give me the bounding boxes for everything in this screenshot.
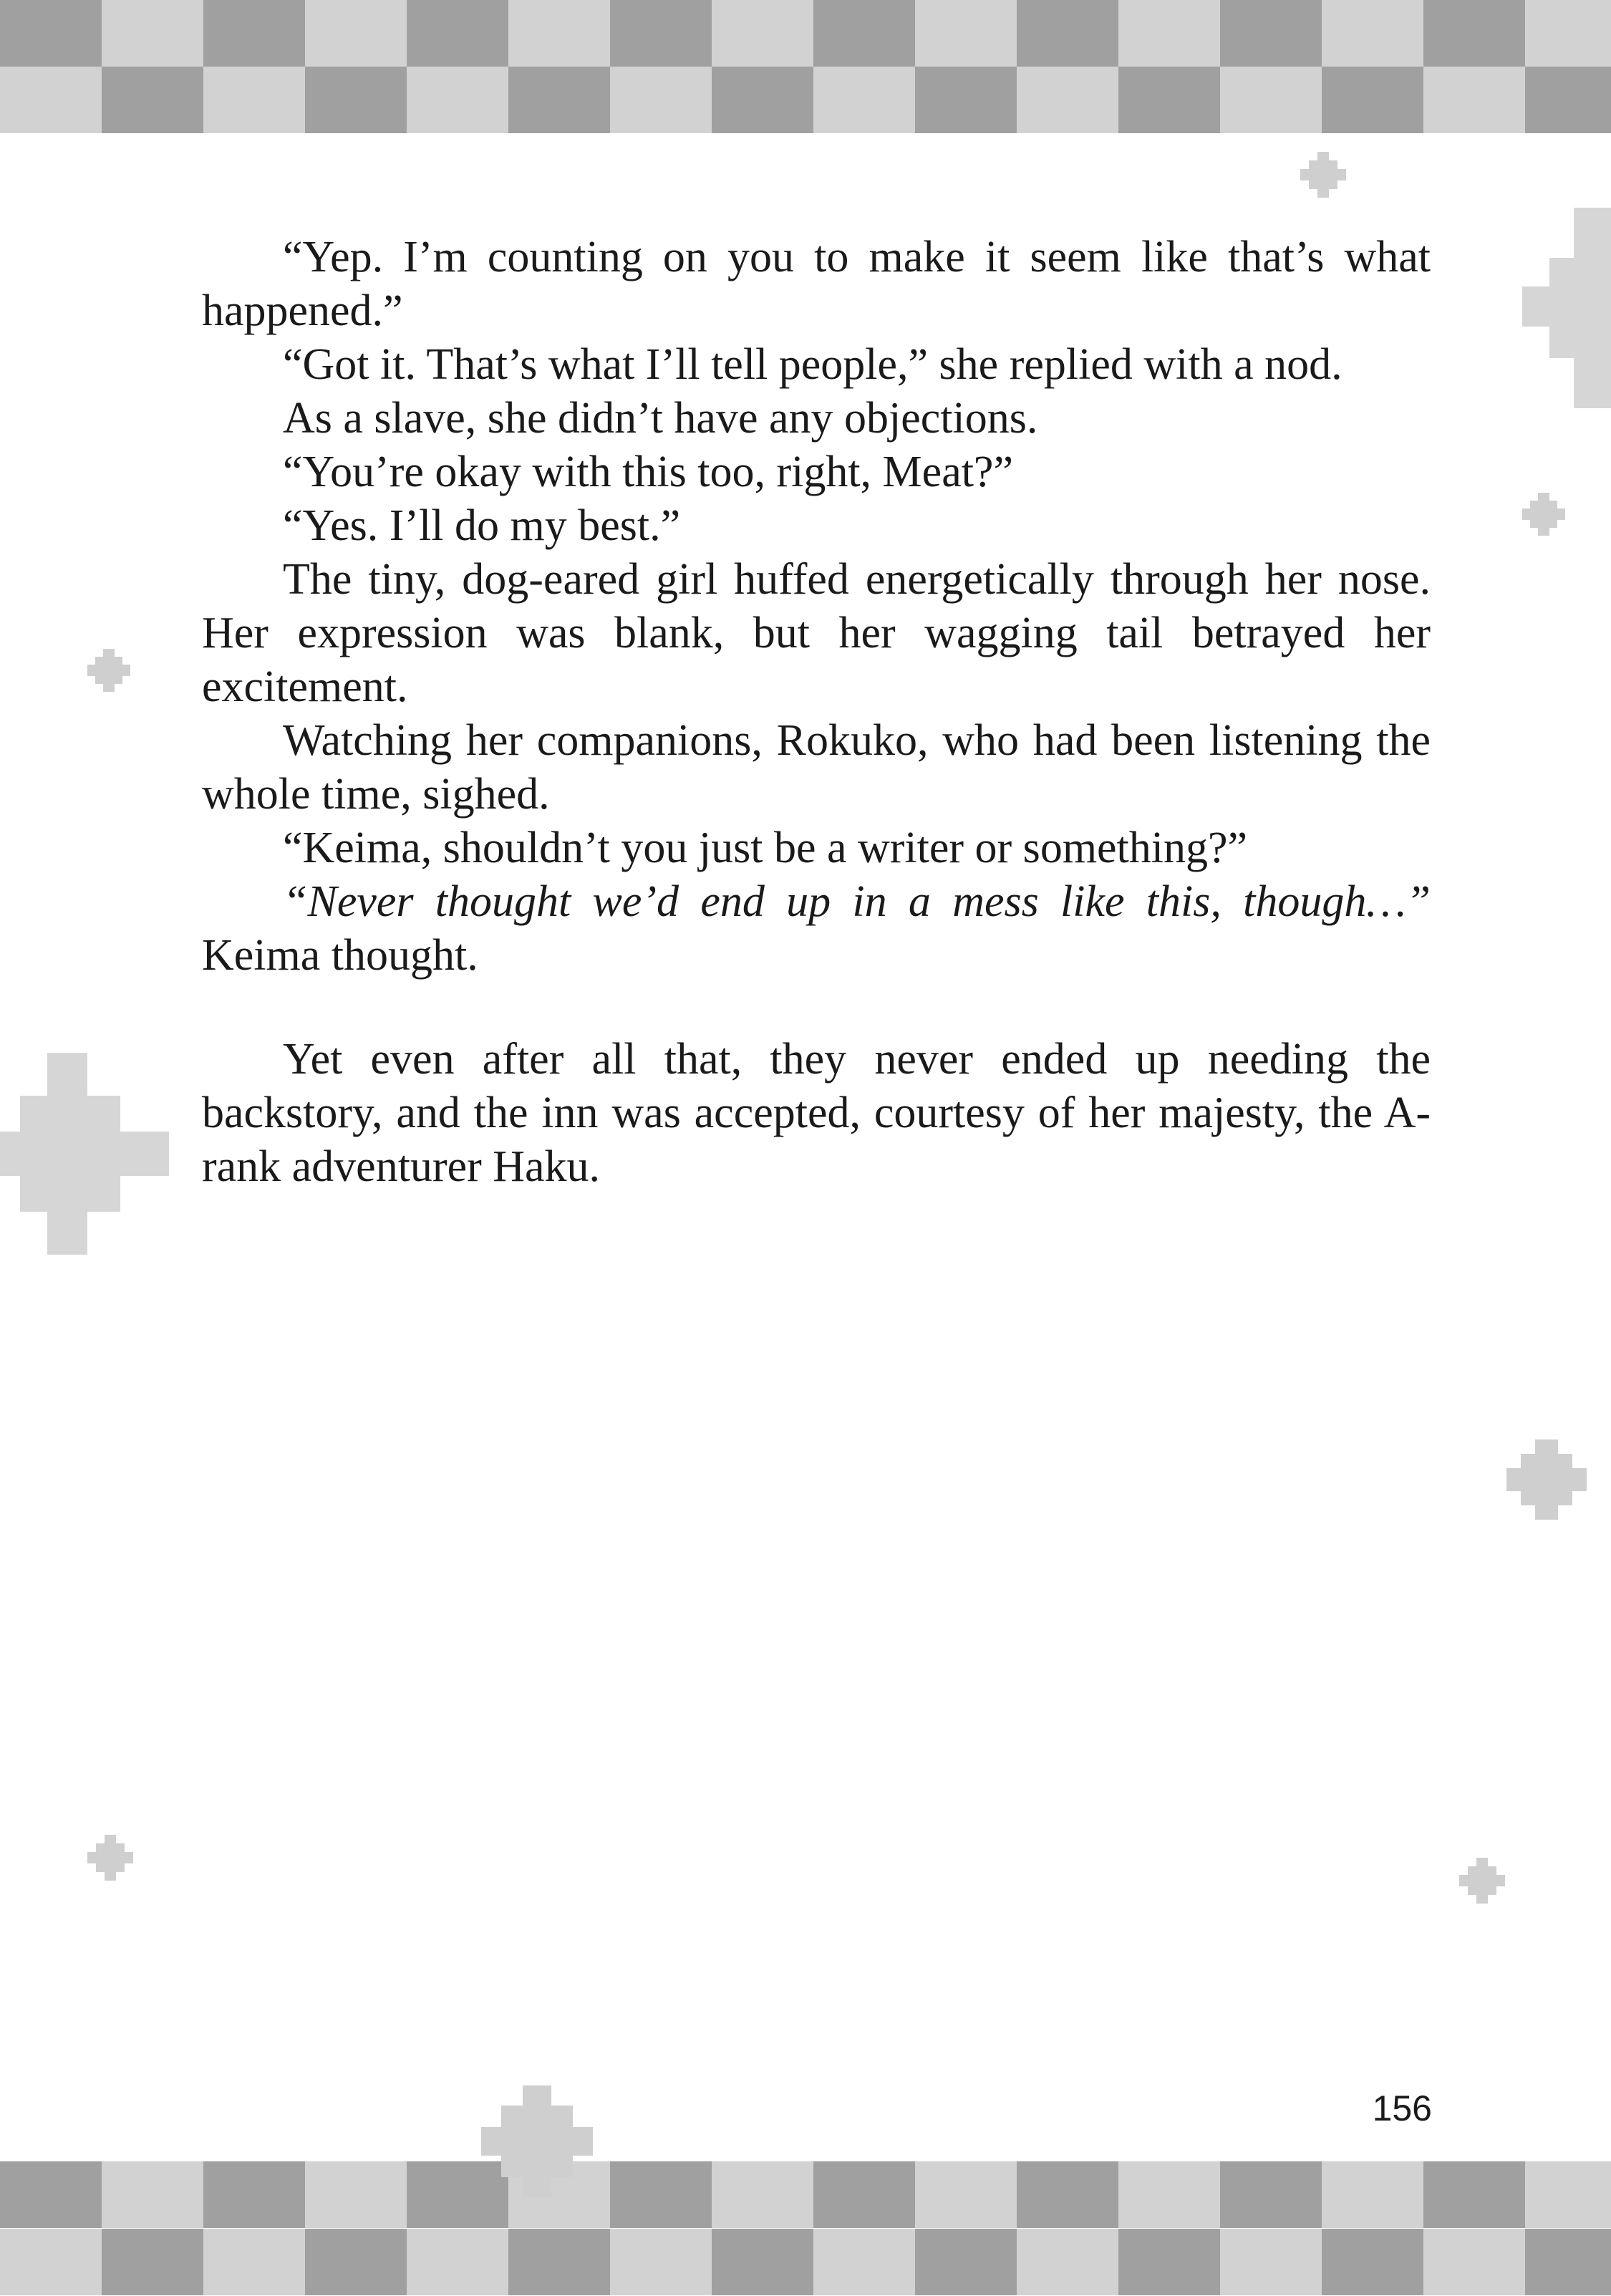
italic-thought: “Never thought we’d end up in a mess like this, though…” [283,877,1431,926]
scene-break [202,983,1431,1033]
paragraph: “Yep. I’m counting on you to make it seem like that’s what happened.” [202,233,1431,335]
sparkle-icon [0,1053,169,1255]
page-number: 156 [1372,2088,1432,2128]
bottom-checker-border [0,2161,1611,2296]
sparkle-icon [87,649,130,692]
paragraph: “Yes. I’ll do my best.” [283,501,681,550]
paragraph: Yet even after all that, they never ended up needing the backstory, and the inn was accepted, courtesy of her majesty, the A-rank adventurer Haku. [202,1035,1431,1191]
checker-row [0,2229,1611,2295]
sparkle-icon [1522,208,1611,408]
paragraph: “Got it. That’s what I’ll tell people,” she replied with a nod. [283,340,1342,389]
sparkle-icon [481,2085,593,2197]
checker-row [0,0,1611,67]
paragraph: The tiny, dog-eared girl huffed energetically through her nose. Her expression was blank, but her wagging tail betrayed her excitement. [202,555,1431,711]
sparkle-icon [87,1835,133,1881]
page-body-text [202,231,1431,1194]
checker-row [0,2161,1611,2228]
paragraph-thought [202,875,1431,983]
thought-attribution: Keima thought. [202,931,478,980]
paragraph: As a slave, she didn’t have any objections. [283,394,1038,443]
sparkle-icon [1522,493,1565,536]
paragraph: “Keima, shouldn’t you just be a writer or something?” [283,824,1248,872]
paragraph: “You’re okay with this too, right, Meat?” [283,448,1013,496]
top-checker-border [0,0,1611,133]
checker-row [0,67,1611,133]
paragraph: Watching her companions, Rokuko, who had been listening the whole time, sighed. [202,716,1431,819]
sparkle-icon [1459,1858,1505,1904]
sparkle-icon [1506,1439,1587,1520]
sparkle-icon [1300,152,1346,198]
